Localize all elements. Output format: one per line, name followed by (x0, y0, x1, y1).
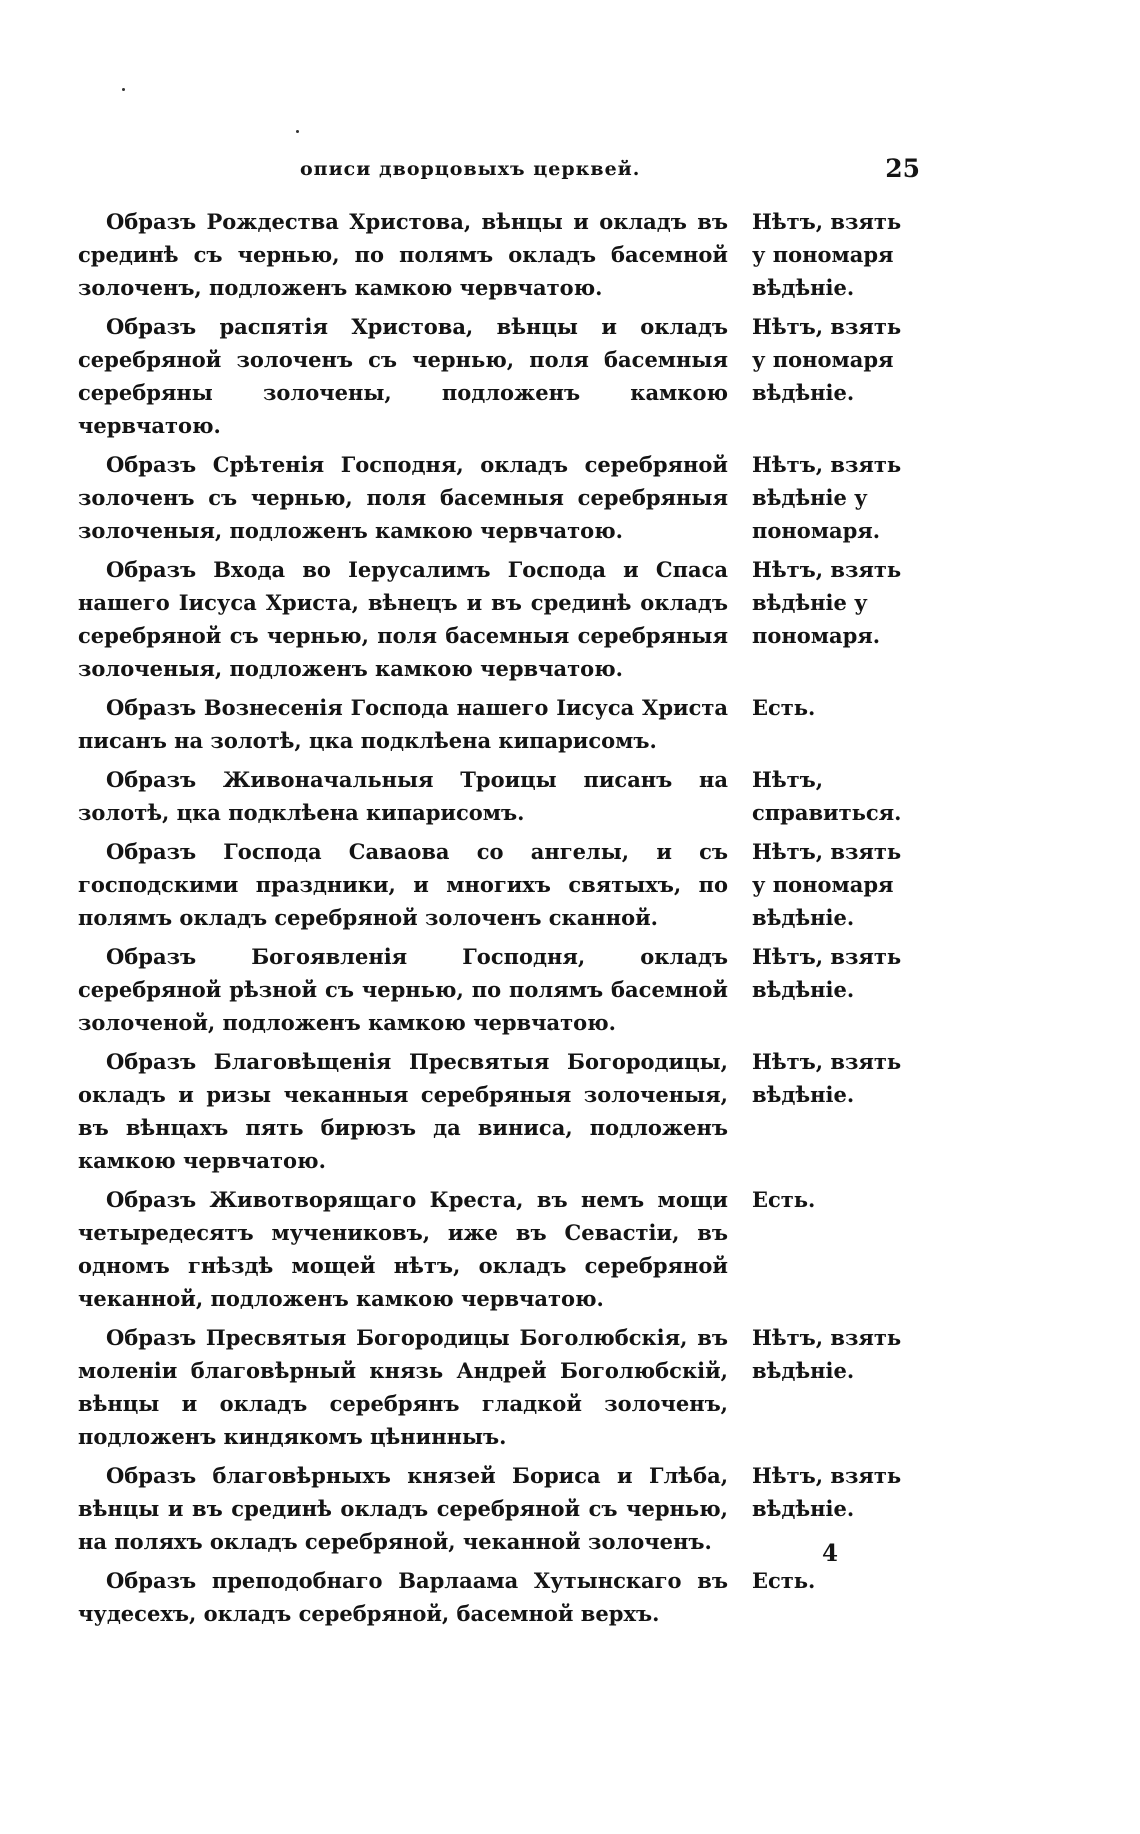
inventory-entry (78, 448, 918, 547)
entry-status: Есть. (752, 695, 816, 720)
entry-status: Нѣтъ, взять вѣдѣніе. (752, 1049, 902, 1107)
signature-mark: 4 (821, 1540, 838, 1567)
inventory-entry (78, 1045, 918, 1177)
entry-description: Образъ Богоявленія Господня, окладъ серебряной рѣзной съ чернью, по полямъ басемной золоченой, подложенъ камкою червчатою. (78, 944, 728, 1035)
entry-status: Нѣтъ, взять вѣдѣніе у пономаря. (752, 557, 902, 648)
entry-description: Образъ Животворящаго Креста, въ немъ мощи четыредесятъ мучениковъ, иже въ Севастіи, въ одномъ гнѣздѣ мощей нѣтъ, окладъ серебряной чеканной, подложенъ камкою червчатою. (78, 1187, 728, 1311)
page-number: 25 (885, 154, 920, 183)
inventory-entry (78, 1183, 918, 1315)
entry-description: Образъ Входа во Іерусалимъ Господа и Спаса нашего Іисуса Христа, вѣнецъ и въ срединѣ окладъ серебряной съ чернью, поля басемныя серебряныя золоченыя, подложенъ камкою червчатою. (78, 557, 728, 681)
running-head: описи дворцовыхъ церквей. (300, 158, 641, 180)
entry-status: Нѣтъ, взять у пономаря вѣдѣніе. (752, 314, 902, 405)
entry-status: Нѣтъ, взять у пономаря вѣдѣніе. (752, 839, 902, 930)
inventory-entry (78, 1459, 918, 1558)
entry-description: Образъ Пресвятыя Богородицы Боголюбскія, въ моленіи благовѣрный князь Андрей Боголюбскій, вѣнцы и окладъ серебрянъ гладкой золоченъ, подложенъ киндякомъ цѣнинныъ. (78, 1325, 728, 1449)
entry-description: Образъ Господа Саваова со ангелы, и съ господскими праздники, и многихъ святыхъ, по полямъ окладъ серебряной золоченъ сканной. (78, 839, 728, 930)
entry-status: Нѣтъ, взять вѣдѣніе. (752, 1325, 902, 1383)
inventory-entry (78, 310, 918, 442)
inventory-list (78, 205, 918, 1636)
entry-description: Образъ благовѣрныхъ князей Бориса и Глѣба, вѣнцы и въ срединѣ окладъ серебряной съ чернью, на поляхъ окладъ серебряной, чеканной золоченъ. (78, 1463, 728, 1554)
paper-speck (122, 88, 125, 91)
entry-description: Образъ Рождества Христова, вѣнцы и окладъ въ срединѣ съ чернью, по полямъ окладъ басемной золоченъ, подложенъ камкою червчатою. (78, 209, 728, 300)
inventory-entry (78, 691, 918, 757)
entry-status: Нѣтъ, взять вѣдѣніе у пономаря. (752, 452, 902, 543)
entry-description: Образъ Вознесенія Господа нашего Іисуса Христа писанъ на золотѣ, цка подклѣена кипарисомъ. (78, 695, 728, 753)
entry-status: Есть. (752, 1187, 816, 1212)
entry-description: Образъ Срѣтенія Господня, окладъ серебряной золоченъ съ чернью, поля басемныя серебряныя золоченыя, подложенъ камкою червчатою. (78, 452, 728, 543)
inventory-entry (78, 1321, 918, 1453)
entry-status: Нѣтъ, взять вѣдѣніе. (752, 1463, 902, 1521)
inventory-entry (78, 553, 918, 685)
entry-description: Образъ преподобнаго Варлаама Хутынскаго въ чудесехъ, окладъ серебряной, басемной верхъ. (78, 1568, 728, 1626)
entry-status: Нѣтъ, взять вѣдѣніе. (752, 944, 902, 1002)
inventory-entry (78, 1564, 918, 1630)
inventory-entry (78, 940, 918, 1039)
inventory-entry (78, 763, 918, 829)
entry-description: Образъ Живоначальныя Троицы писанъ на золотѣ, цка подклѣена кипарисомъ. (78, 767, 728, 825)
entry-description: Образъ Благовѣщенія Пресвятыя Богородицы, окладъ и ризы чеканныя серебряныя золоченыя, въ вѣнцахъ пять бирюзъ да виниса, подложенъ камкою червчатою. (78, 1049, 728, 1173)
entry-status: Нѣтъ, взять у пономаря вѣдѣніе. (752, 209, 902, 300)
inventory-entry (78, 205, 918, 304)
inventory-entry (78, 835, 918, 934)
paper-speck (296, 130, 299, 133)
entry-status: Нѣтъ, справиться. (752, 767, 902, 825)
entry-description: Образъ распятія Христова, вѣнцы и окладъ серебряной золоченъ съ чернью, поля басемныя серебряны золочены, подложенъ камкою червчатою. (78, 314, 728, 438)
entry-status: Есть. (752, 1568, 816, 1593)
